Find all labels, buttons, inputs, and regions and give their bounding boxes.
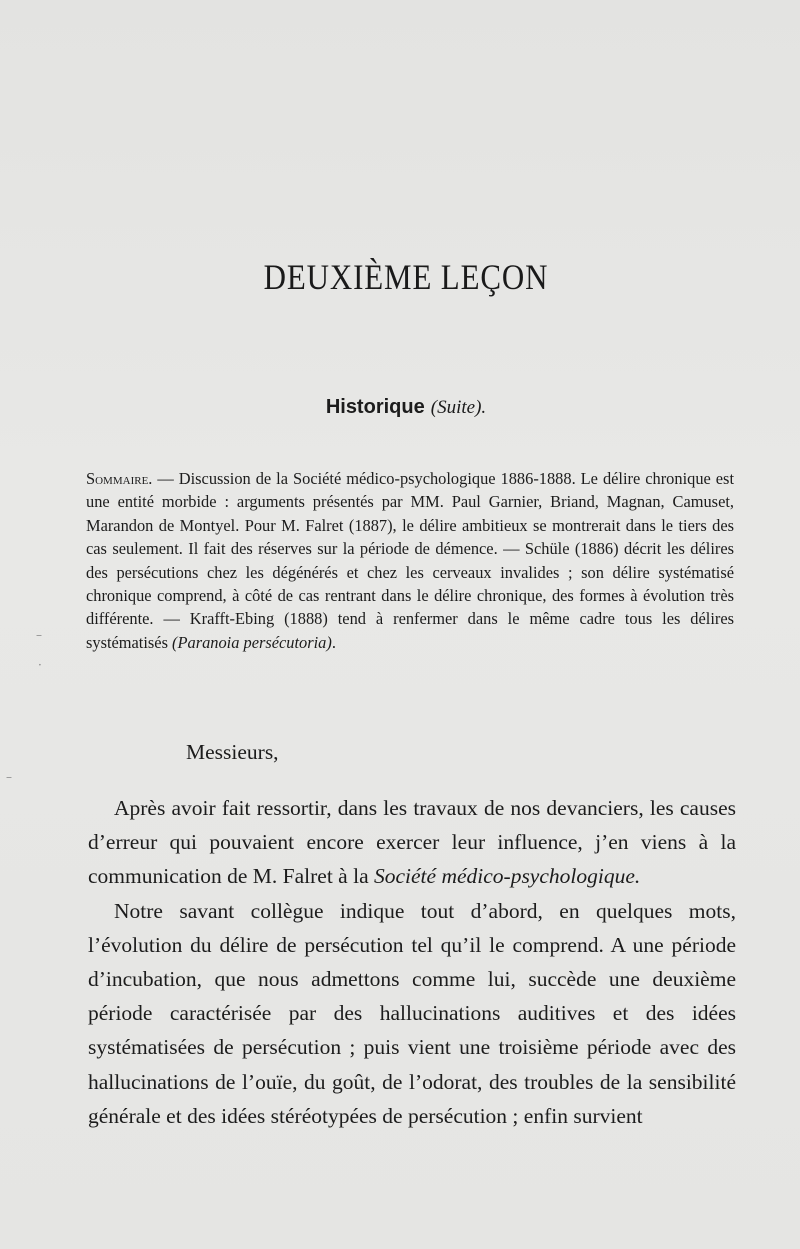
salutation: Messieurs, [186, 740, 279, 764]
section-title: Historique [325, 396, 425, 418]
summary-lead: Sommaire. [86, 469, 153, 488]
chapter-title: DEUXIÈME LEÇON [263, 257, 549, 297]
chapter-summary [86, 467, 734, 654]
body-text [88, 791, 736, 1133]
paragraph-italic: Société médico-psychologique. [374, 864, 641, 889]
summary-italic-term: (Paranoia persécutoria) [172, 632, 332, 652]
margin-mark: · [38, 658, 42, 672]
section-heading [0, 396, 800, 419]
paragraph-text: Notre savant collègue indique tout d’abord, en quelques mots, l’évolution du délire de persécution tel qu’il le comprend. A une période d’incubation, que nous admettons comme lui, succède une deuxième période caractérisée par des hallucinations auditives et des idées systématisées de persécution ; puis vient une troisième période avec des hallucinations de l’ouïe, du goût, de l’odorat, des troubles de la sensibilité générale et des idées stéréotypées de persécution ; enfin survient [88, 898, 736, 1128]
paragraph-text: Après avoir fait ressortir, dans les travaux de nos devanciers, les causes d’erreur qui pouvaient encore exercer leur influence, j’en viens à la communication de M. Falret à la [88, 796, 736, 889]
margin-mark: – [6, 770, 12, 784]
section-subtitle: (Suite). [430, 397, 487, 418]
paragraph [88, 894, 736, 1133]
paragraph [88, 791, 736, 894]
summary-end: . [331, 632, 336, 652]
summary-text: — Discussion de la Société médico-psychologique 1886-1888. Le délire chronique est une entité morbide : arguments présentés par MM. Paul Garnier, Briand, Magnan, Camuset, Marandon de Montyel. Pour M. Falret (1887), le délire ambitieux se montrerait dans le tiers des cas seulement. Il fait des réserves sur la période de démence. — Schüle (1886) décrit les délires des persécutions chez les dégénérés et chez les cerveaux invalides ; son délire systématisé chronique comprend, à côté de cas rentrant dans le délire chronique, des formes à évolution très différente. — Krafft-Ebing (1888) tend à renfermer dans le même cadre tous les délires systématisés [86, 469, 734, 652]
margin-mark: – [36, 628, 42, 642]
